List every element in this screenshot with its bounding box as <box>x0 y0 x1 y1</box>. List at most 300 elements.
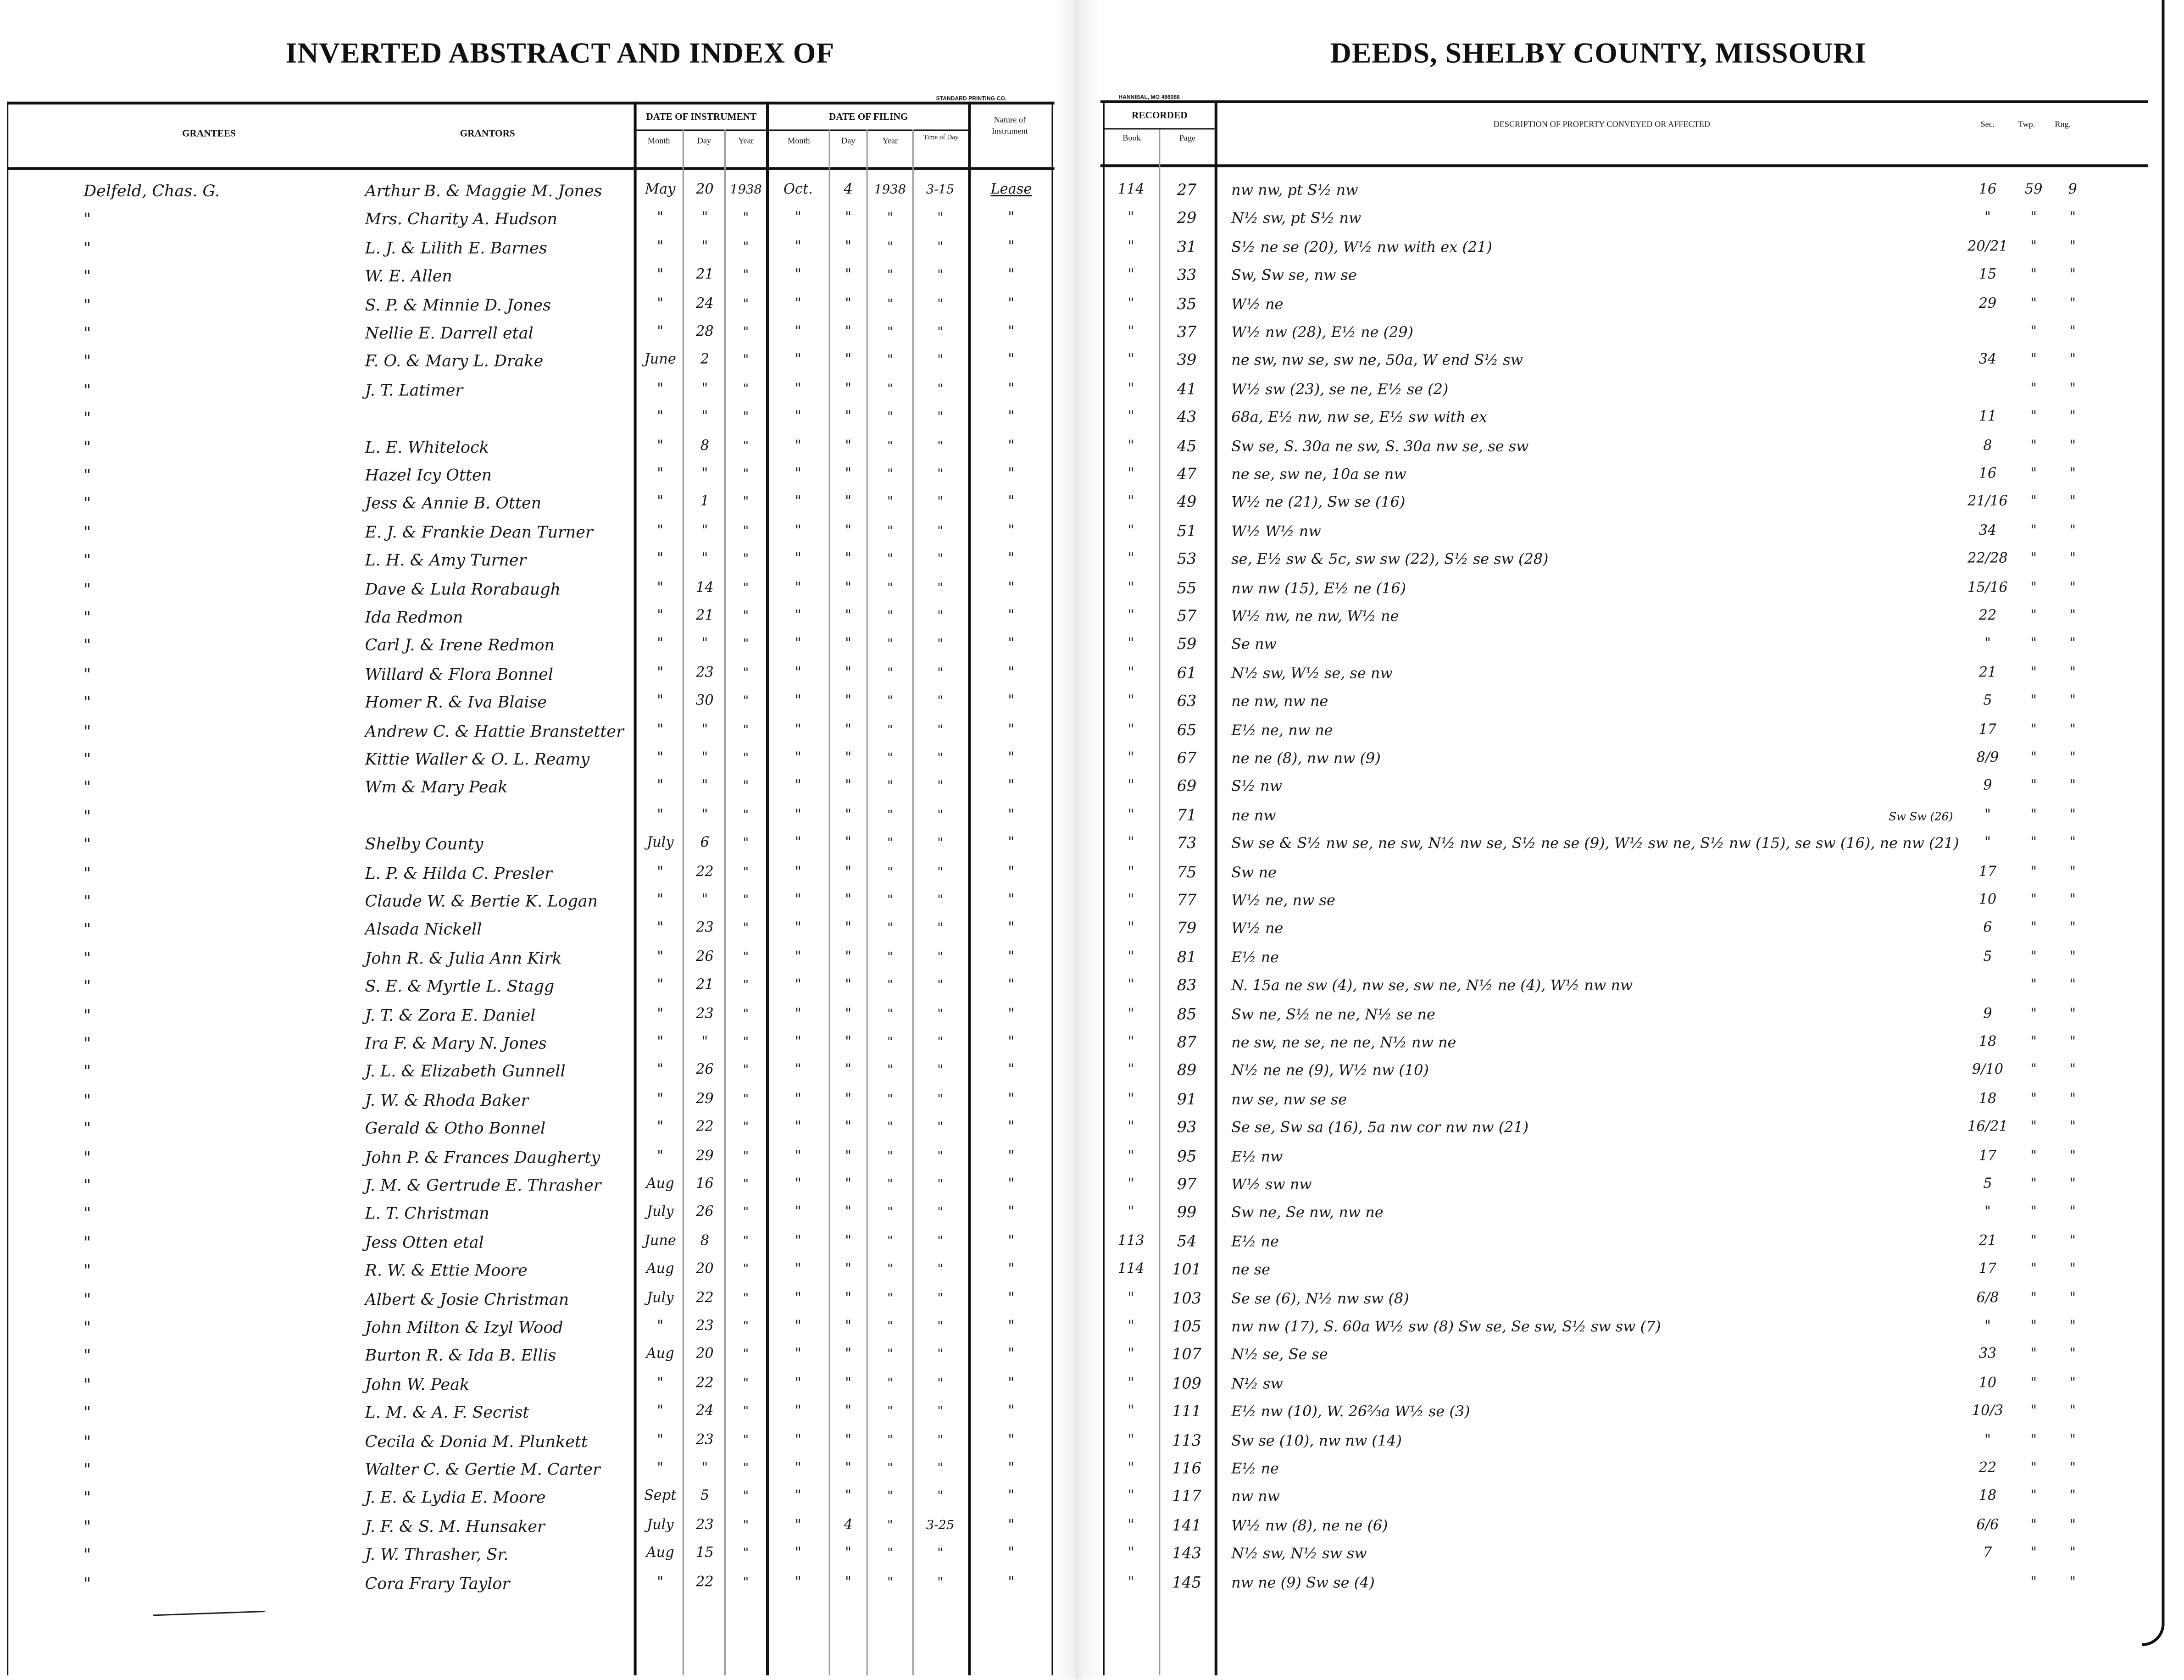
property-description: E½ ne, nw ne <box>1231 722 1333 739</box>
instrument-nature: Lease <box>990 182 1032 198</box>
instrument-month: " <box>657 267 664 283</box>
instrument-day: 1 <box>700 495 710 510</box>
instrument-year: " <box>743 297 749 311</box>
filing-month: " <box>795 1574 801 1590</box>
instrument-day: " <box>701 1461 708 1476</box>
instrument-nature: " <box>1008 750 1015 766</box>
ledger-row <box>0 347 2184 375</box>
instrument-month: " <box>657 1063 664 1079</box>
instrument-year: " <box>743 894 749 908</box>
filing-day: " <box>845 1233 852 1249</box>
page-number: 69 <box>1177 777 1197 796</box>
ledger-row <box>0 1143 2184 1171</box>
instrument-year: " <box>743 1462 749 1476</box>
filing-month: " <box>795 1262 801 1277</box>
instrument-nature: " <box>1008 1233 1015 1249</box>
page-number: 27 <box>1177 181 1197 200</box>
section: 34 <box>1978 523 1997 539</box>
grantee-cell: " <box>83 1203 91 1224</box>
instrument-month: July <box>646 836 674 851</box>
filing-day: " <box>845 893 852 908</box>
filing-year: " <box>887 1036 893 1050</box>
filing-year: " <box>887 951 893 965</box>
instrument-month: " <box>657 921 664 937</box>
instrument-nature: " <box>1008 551 1015 567</box>
filing-month: " <box>795 836 801 851</box>
property-description: Sw se (10), nw nw (14) <box>1231 1432 1402 1449</box>
range: " <box>2069 324 2076 340</box>
page-number: 67 <box>1177 749 1197 768</box>
range: " <box>2069 466 2076 482</box>
book-number: " <box>1128 466 1134 482</box>
property-description: N½ sw, W½ se, se nw <box>1231 665 1393 682</box>
page-number: 41 <box>1177 380 1197 398</box>
instrument-day: 29 <box>696 1148 714 1164</box>
filing-month: " <box>795 324 801 340</box>
filing-year: " <box>887 411 893 425</box>
instrument-month: " <box>657 750 664 766</box>
col-grantees: GRANTEES <box>182 128 236 139</box>
range: " <box>2069 239 2076 255</box>
filing-time: " <box>937 1008 943 1022</box>
book-number: " <box>1128 1461 1134 1476</box>
filing-time: " <box>937 922 943 937</box>
filing-year: " <box>887 922 893 937</box>
filing-month: " <box>795 1347 801 1363</box>
instrument-year: " <box>743 1519 749 1533</box>
grantor-cell: Gerald & Otho Bonnel <box>365 1118 546 1138</box>
filing-day: 4 <box>844 182 853 198</box>
ledger-row <box>0 802 2184 830</box>
filing-year: " <box>887 1008 893 1022</box>
grantee-cell: " <box>83 1317 91 1337</box>
instrument-nature: " <box>1008 296 1015 311</box>
ledger-row <box>0 660 2184 688</box>
instrument-nature: " <box>1008 1148 1015 1164</box>
ledger-row <box>0 1228 2184 1256</box>
filing-day: " <box>845 353 852 368</box>
filing-month: " <box>795 779 801 794</box>
header-rule-bottom-right <box>1100 164 2148 167</box>
book-number: " <box>1128 353 1134 368</box>
grantee-cell: " <box>83 266 91 286</box>
filing-month: " <box>795 1148 801 1164</box>
ledger-row <box>0 1370 2184 1398</box>
instrument-year: " <box>743 212 749 227</box>
grantee-cell: " <box>83 351 91 371</box>
property-description: E½ nw <box>1231 1148 1283 1165</box>
ledger-row <box>0 688 2184 716</box>
filing-year: " <box>887 809 893 823</box>
filing-month: " <box>795 1035 801 1050</box>
page-number: 95 <box>1177 1147 1197 1165</box>
property-description: Se se, Sw sa (16), 5a nw cor nw nw (21) <box>1231 1120 1529 1137</box>
instrument-month: " <box>657 466 664 482</box>
property-description: W½ nw (8), ne ne (6) <box>1231 1518 1388 1535</box>
range: " <box>2069 750 2076 766</box>
ledger-row <box>0 1086 2184 1114</box>
instrument-day: 26 <box>696 1063 714 1079</box>
filing-month: " <box>795 978 801 993</box>
section: 5 <box>1983 949 1992 965</box>
book-number: " <box>1128 1518 1134 1533</box>
instrument-month: " <box>657 1035 664 1050</box>
filing-year: " <box>887 240 893 255</box>
township: " <box>2030 239 2037 255</box>
filing-month: " <box>795 381 801 397</box>
ledger-row <box>0 1512 2184 1540</box>
page-number: 111 <box>1172 1403 1201 1421</box>
grantee-cell: " <box>83 806 91 826</box>
filing-year: " <box>887 666 893 681</box>
property-description: ne se, sw ne, 10a se nw <box>1231 466 1406 483</box>
filing-time: " <box>937 496 943 510</box>
filing-month: " <box>795 1120 801 1136</box>
filing-time: " <box>937 1575 943 1590</box>
ledger-row <box>0 1171 2184 1199</box>
township: " <box>2030 779 2037 794</box>
page-number: 79 <box>1177 920 1197 938</box>
instrument-year: " <box>743 1575 749 1590</box>
grantee-cell: " <box>83 493 91 513</box>
section: " <box>1984 807 1991 823</box>
instrument-day: " <box>701 779 708 794</box>
filing-time: " <box>937 525 943 539</box>
page-number: 37 <box>1177 323 1197 341</box>
book-number: " <box>1128 1404 1134 1419</box>
ledger-row <box>0 1001 2184 1029</box>
col-sec: Sec. <box>1980 121 1995 130</box>
page-number: 113 <box>1172 1431 1201 1449</box>
instrument-nature: " <box>1008 1574 1015 1590</box>
range: " <box>2069 1290 2076 1306</box>
instrument-nature: " <box>1008 211 1015 227</box>
instrument-month: " <box>657 978 664 993</box>
instrument-day: 21 <box>696 978 714 993</box>
instrument-month: " <box>657 807 664 823</box>
instrument-month: " <box>657 1375 664 1391</box>
instrument-day: 22 <box>696 1574 714 1590</box>
range: " <box>2069 1461 2076 1476</box>
filing-time: " <box>937 1348 943 1363</box>
instrument-month: " <box>657 864 664 880</box>
filing-month: " <box>795 1233 801 1249</box>
township: " <box>2030 1290 2037 1306</box>
filing-year: " <box>887 297 893 311</box>
filing-time: " <box>937 1462 943 1476</box>
instrument-day: 20 <box>696 1347 714 1363</box>
instrument-nature: " <box>1008 608 1015 624</box>
instrument-nature: " <box>1008 1347 1015 1363</box>
grantee-cell: " <box>83 1289 91 1309</box>
township: " <box>2030 1233 2037 1249</box>
instrument-day: 16 <box>696 1176 714 1192</box>
section: 11 <box>1978 410 1997 425</box>
range: " <box>2069 1404 2076 1419</box>
township: " <box>2030 893 2037 908</box>
township: " <box>2030 1347 2037 1363</box>
filing-year: " <box>887 1434 893 1448</box>
instrument-month: Aug <box>646 1546 674 1562</box>
grantor-cell: Jess & Annie B. Otten <box>365 493 542 513</box>
section: 17 <box>1978 1148 1997 1164</box>
instrument-nature: " <box>1008 1375 1015 1391</box>
grantee-cell: " <box>83 891 91 911</box>
book-number: " <box>1128 893 1134 908</box>
section: 16 <box>1978 466 1997 482</box>
instrument-month: " <box>657 551 664 567</box>
ledger-row <box>0 1285 2184 1313</box>
property-description: W½ sw (23), se ne, E½ se (2) <box>1231 381 1449 398</box>
instrument-year: " <box>743 922 749 937</box>
instrument-month: " <box>657 324 664 340</box>
book-number: " <box>1128 211 1134 227</box>
filing-year: " <box>887 1092 893 1107</box>
ledger-row <box>0 205 2184 233</box>
book-number: " <box>1128 523 1134 539</box>
instrument-year: " <box>743 411 749 425</box>
property-description: ne sw, ne se, ne ne, N½ nw ne <box>1231 1035 1456 1052</box>
range: " <box>2069 637 2076 653</box>
range: " <box>2069 978 2076 993</box>
ledger-row <box>0 575 2184 603</box>
grantor-cell: L. M. & A. F. Secrist <box>365 1403 529 1422</box>
filing-year: " <box>887 638 893 653</box>
grantee-cell: " <box>83 578 91 599</box>
book-number: " <box>1128 551 1134 567</box>
instrument-month: June <box>644 1233 676 1249</box>
grantor-cell: L. J. & Lilith E. Barnes <box>365 238 547 258</box>
filing-year: " <box>887 581 893 596</box>
filing-month: " <box>795 1461 801 1476</box>
grantee-cell: " <box>83 692 91 712</box>
instrument-day: " <box>701 381 708 397</box>
range: " <box>2069 381 2076 397</box>
col-date-of-instrument: DATE OF INSTRUMENT <box>646 111 757 123</box>
filing-time: " <box>937 581 943 596</box>
range: " <box>2069 1262 2076 1277</box>
page-number: 63 <box>1177 692 1197 711</box>
township: " <box>2030 1262 2037 1277</box>
book-number: " <box>1128 438 1134 454</box>
instrument-month: " <box>657 438 664 454</box>
page-number: 59 <box>1177 635 1197 654</box>
book-number: " <box>1128 1035 1134 1050</box>
township: " <box>2030 836 2037 851</box>
instrument-day: 8 <box>700 438 710 454</box>
instrument-month: " <box>657 523 664 539</box>
grantee-cell: Delfeld, Chas. G. <box>83 181 220 201</box>
township: " <box>2030 949 2037 965</box>
instrument-month: " <box>657 779 664 794</box>
township: " <box>2030 1091 2037 1107</box>
filing-time: " <box>937 1064 943 1079</box>
instrument-day: 30 <box>696 693 714 710</box>
instrument-year: " <box>743 979 749 993</box>
grantee-cell: " <box>83 1346 91 1365</box>
instrument-month: " <box>657 1120 664 1136</box>
filing-year: " <box>887 1064 893 1079</box>
filing-time: " <box>937 240 943 255</box>
instrument-month: Aug <box>646 1347 674 1363</box>
book-number: " <box>1128 779 1134 794</box>
section: " <box>1984 1432 1991 1448</box>
ledger-row <box>0 546 2184 574</box>
instrument-day: 23 <box>696 1518 714 1533</box>
instrument-day: 15 <box>696 1546 714 1562</box>
page-number: 53 <box>1177 550 1197 569</box>
instrument-year: " <box>743 496 749 510</box>
instrument-day: " <box>701 1035 708 1050</box>
grantee-cell: " <box>83 323 91 343</box>
filing-day: " <box>845 779 852 794</box>
filing-time: " <box>937 666 943 681</box>
instrument-year: 1938 <box>730 183 762 198</box>
filing-time: " <box>937 1320 943 1334</box>
instrument-month: " <box>657 296 664 311</box>
filing-day: " <box>845 239 852 255</box>
grantee-cell: " <box>83 1374 91 1394</box>
grantor-cell: R. W. & Ettie Moore <box>365 1260 528 1281</box>
grantor-cell: E. J. & Frankie Dean Turner <box>365 522 593 542</box>
filing-year: " <box>887 1121 893 1136</box>
instrument-nature: " <box>1008 1518 1015 1533</box>
ledger-row <box>0 518 2184 546</box>
section: 15/16 <box>1967 580 2008 596</box>
property-description: E½ nw (10), W. 26⅔a W½ se (3) <box>1231 1404 1470 1421</box>
filing-day: " <box>845 267 852 283</box>
instrument-day: " <box>701 893 708 908</box>
filing-day: " <box>845 864 852 880</box>
instrument-year: " <box>743 1405 749 1419</box>
instrument-year: " <box>743 1547 749 1562</box>
filing-month: " <box>795 211 801 227</box>
grantee-cell: " <box>83 1260 91 1281</box>
grantor-cell: Walter C. & Gertie M. Carter <box>365 1459 600 1479</box>
filing-month: Oct. <box>783 182 813 198</box>
col-inst-month: Month <box>647 138 670 146</box>
book-number: " <box>1128 1347 1134 1363</box>
instrument-year: " <box>743 383 749 397</box>
filing-day: " <box>845 580 852 596</box>
instrument-day: 22 <box>696 1120 714 1136</box>
ledger-row <box>0 376 2184 404</box>
book-number: " <box>1128 1120 1134 1136</box>
grantee-cell: " <box>83 976 91 996</box>
instrument-day: 8 <box>700 1233 710 1249</box>
filing-year: " <box>887 837 893 851</box>
book-number: " <box>1128 1432 1134 1448</box>
instrument-nature: " <box>1008 267 1015 283</box>
grantee-cell: " <box>83 1118 91 1138</box>
grantor-cell: F. O. & Mary L. Drake <box>365 351 544 371</box>
instrument-nature: " <box>1008 1432 1015 1448</box>
filing-month: " <box>795 438 801 454</box>
instrument-month: " <box>657 637 664 653</box>
grantee-cell: " <box>83 209 91 229</box>
book-number: " <box>1128 580 1134 596</box>
property-description: W½ ne (21), Sw se (16) <box>1231 495 1406 512</box>
filing-year: " <box>887 780 893 794</box>
instrument-year: " <box>743 1092 749 1107</box>
township: " <box>2030 722 2037 738</box>
filing-time: " <box>937 752 943 766</box>
ledger-row <box>0 461 2184 489</box>
section: 22/28 <box>1967 551 2008 567</box>
instrument-month: " <box>657 1404 664 1419</box>
instrument-year: " <box>743 1235 749 1249</box>
instrument-year: " <box>743 837 749 851</box>
col-book: Book <box>1123 135 1141 144</box>
range: " <box>2069 551 2076 567</box>
page-number: 54 <box>1177 1232 1197 1251</box>
filing-day: " <box>845 1063 852 1079</box>
instrument-day: 24 <box>696 1404 714 1419</box>
property-description: W½ sw nw <box>1231 1176 1312 1194</box>
filing-year: " <box>887 1348 893 1363</box>
instrument-day: " <box>701 211 708 227</box>
filing-time: " <box>937 809 943 823</box>
range: " <box>2069 1574 2076 1590</box>
filing-day: " <box>845 466 852 482</box>
range: " <box>2069 1035 2076 1050</box>
property-description: Sw se & S½ nw se, ne sw, N½ nw se, S½ ne se (9), W½ sw ne, S½ nw (15), se sw (16), ne nw (21) <box>1231 836 1959 853</box>
instrument-year: " <box>743 610 749 624</box>
township: " <box>2030 466 2037 482</box>
ledger-row <box>0 1029 2184 1057</box>
filing-month: " <box>795 807 801 823</box>
instrument-year: " <box>743 723 749 738</box>
township: " <box>2030 381 2037 397</box>
township: " <box>2030 750 2037 766</box>
township: " <box>2030 1035 2037 1050</box>
section: 6/8 <box>1976 1290 1999 1306</box>
book-number: " <box>1128 1205 1134 1221</box>
grantee-cell: " <box>83 1061 91 1081</box>
property-description: N½ sw <box>1231 1375 1283 1392</box>
col-inst-year: Year <box>738 138 754 146</box>
section: 18 <box>1978 1489 1997 1505</box>
instrument-nature: " <box>1008 1006 1015 1022</box>
filing-year: " <box>887 1377 893 1391</box>
filing-day: " <box>845 1375 852 1391</box>
instrument-nature: " <box>1008 324 1015 340</box>
filing-time: " <box>937 1377 943 1391</box>
book-number: " <box>1128 864 1134 880</box>
filing-day: " <box>845 1319 852 1334</box>
instrument-day: 23 <box>696 1432 714 1448</box>
section: 5 <box>1983 693 1992 710</box>
book-number: " <box>1128 1148 1134 1164</box>
grantor-cell: L. T. Christman <box>365 1203 489 1224</box>
property-description: Sw, Sw se, nw se <box>1231 267 1357 284</box>
grantee-cell: " <box>83 1090 91 1110</box>
filing-day: " <box>845 1461 852 1476</box>
range: " <box>2069 523 2076 539</box>
filing-month: " <box>795 1006 801 1022</box>
township: " <box>2030 1063 2037 1079</box>
book-number: " <box>1128 1375 1134 1391</box>
filing-month: " <box>795 722 801 738</box>
book-number: 114 <box>1117 1262 1145 1277</box>
instrument-month: May <box>645 182 676 198</box>
page-number: 61 <box>1177 664 1197 682</box>
instrument-day: 22 <box>696 864 714 880</box>
instrument-nature: " <box>1008 779 1015 794</box>
filing-time: " <box>937 638 943 653</box>
instrument-day: 23 <box>696 1006 714 1022</box>
filing-time: " <box>937 468 943 482</box>
